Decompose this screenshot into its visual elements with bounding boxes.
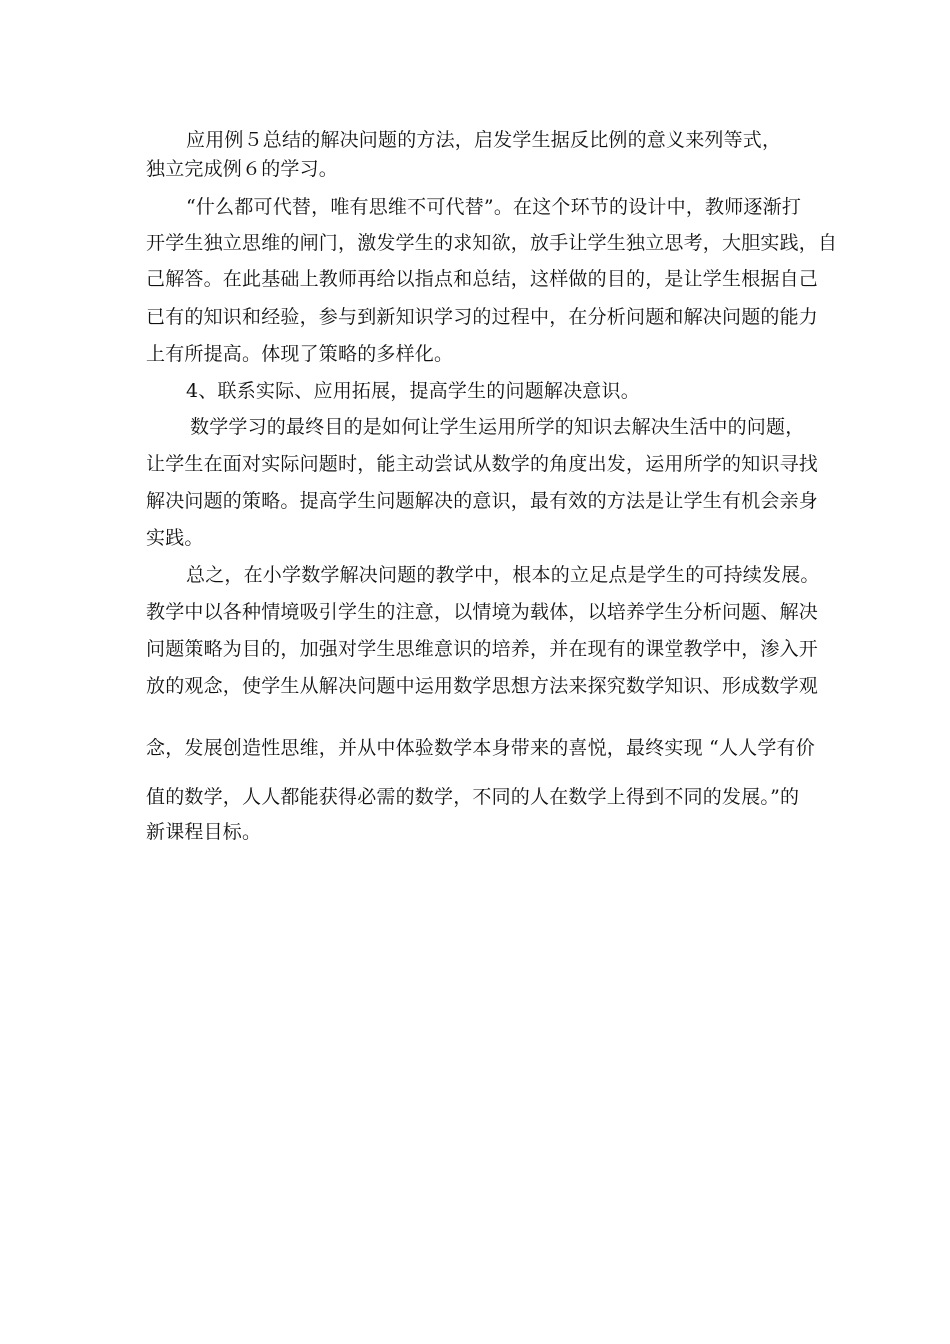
paragraph-4-line-2: 让学生在面对实际问题时，能主动尝试从数学的角度出发，运用所学的知识寻找: [146, 453, 819, 475]
paragraph-5-line-5: 念，发展创造性思维，并从中体验数学本身带来的喜悦，最终实现 “人人学有价: [146, 737, 815, 759]
paragraph-5-line-3: 问题策略为目的，加强对学生思维意识的培养，并在现有的课堂教学中，渗入开: [146, 638, 819, 660]
paragraph-5-line-7: 新课程目标。: [146, 821, 262, 843]
paragraph-5-line-4: 放的观念，使学生从解决问题中运用数学思想方法来探究数学知识、形成数学观: [146, 675, 819, 697]
paragraph-2-line-2: 开学生独立思维的闸门，激发学生的求知欲，放手让学生独立思考，大胆实践，自: [146, 232, 838, 254]
paragraph-1-line-2: 独立完成例６的学习。: [146, 158, 339, 180]
paragraph-2-line-4: 已有的知识和经验，参与到新知识学习的过程中，在分析问题和解决问题的能力: [146, 306, 819, 328]
paragraph-2-line-5: 上有所提高。体现了策略的多样化。: [146, 343, 454, 365]
paragraph-5-line-6: 值的数学，人人都能获得必需的数学，不同的人在数学上得到不同的发展。”的: [146, 786, 800, 808]
paragraph-4-line-3: 解决问题的策略。提高学生问题解决的意识，最有效的方法是让学生有机会亲身: [146, 490, 819, 512]
paragraph-2-line-3: 己解答。在此基础上教师再给以指点和总结，这样做的目的，是让学生根据自己: [146, 268, 819, 290]
paragraph-4-line-4: 实践。: [146, 527, 204, 549]
paragraph-1-line-1: 应用例５总结的解决问题的方法，启发学生据反比例的意义来列等式，: [186, 129, 782, 151]
paragraph-4-line-1: 数学学习的最终目的是如何让学生运用所学的知识去解决生活中的问题，: [190, 416, 805, 438]
paragraph-3-line-1: 4、联系实际、应用拓展，提高学生的问题解决意识。: [186, 380, 640, 402]
paragraph-5-line-2: 教学中以各种情境吸引学生的注意，以情境为载体，以培养学生分析问题、解决: [146, 601, 819, 623]
paragraph-5-line-1: 总之，在小学数学解决问题的教学中，根本的立足点是学生的可持续发展。: [186, 564, 820, 586]
paragraph-2-line-1: “什么都可代替，唯有思维不可代替”。在这个环节的设计中，教师逐渐打: [186, 196, 802, 218]
